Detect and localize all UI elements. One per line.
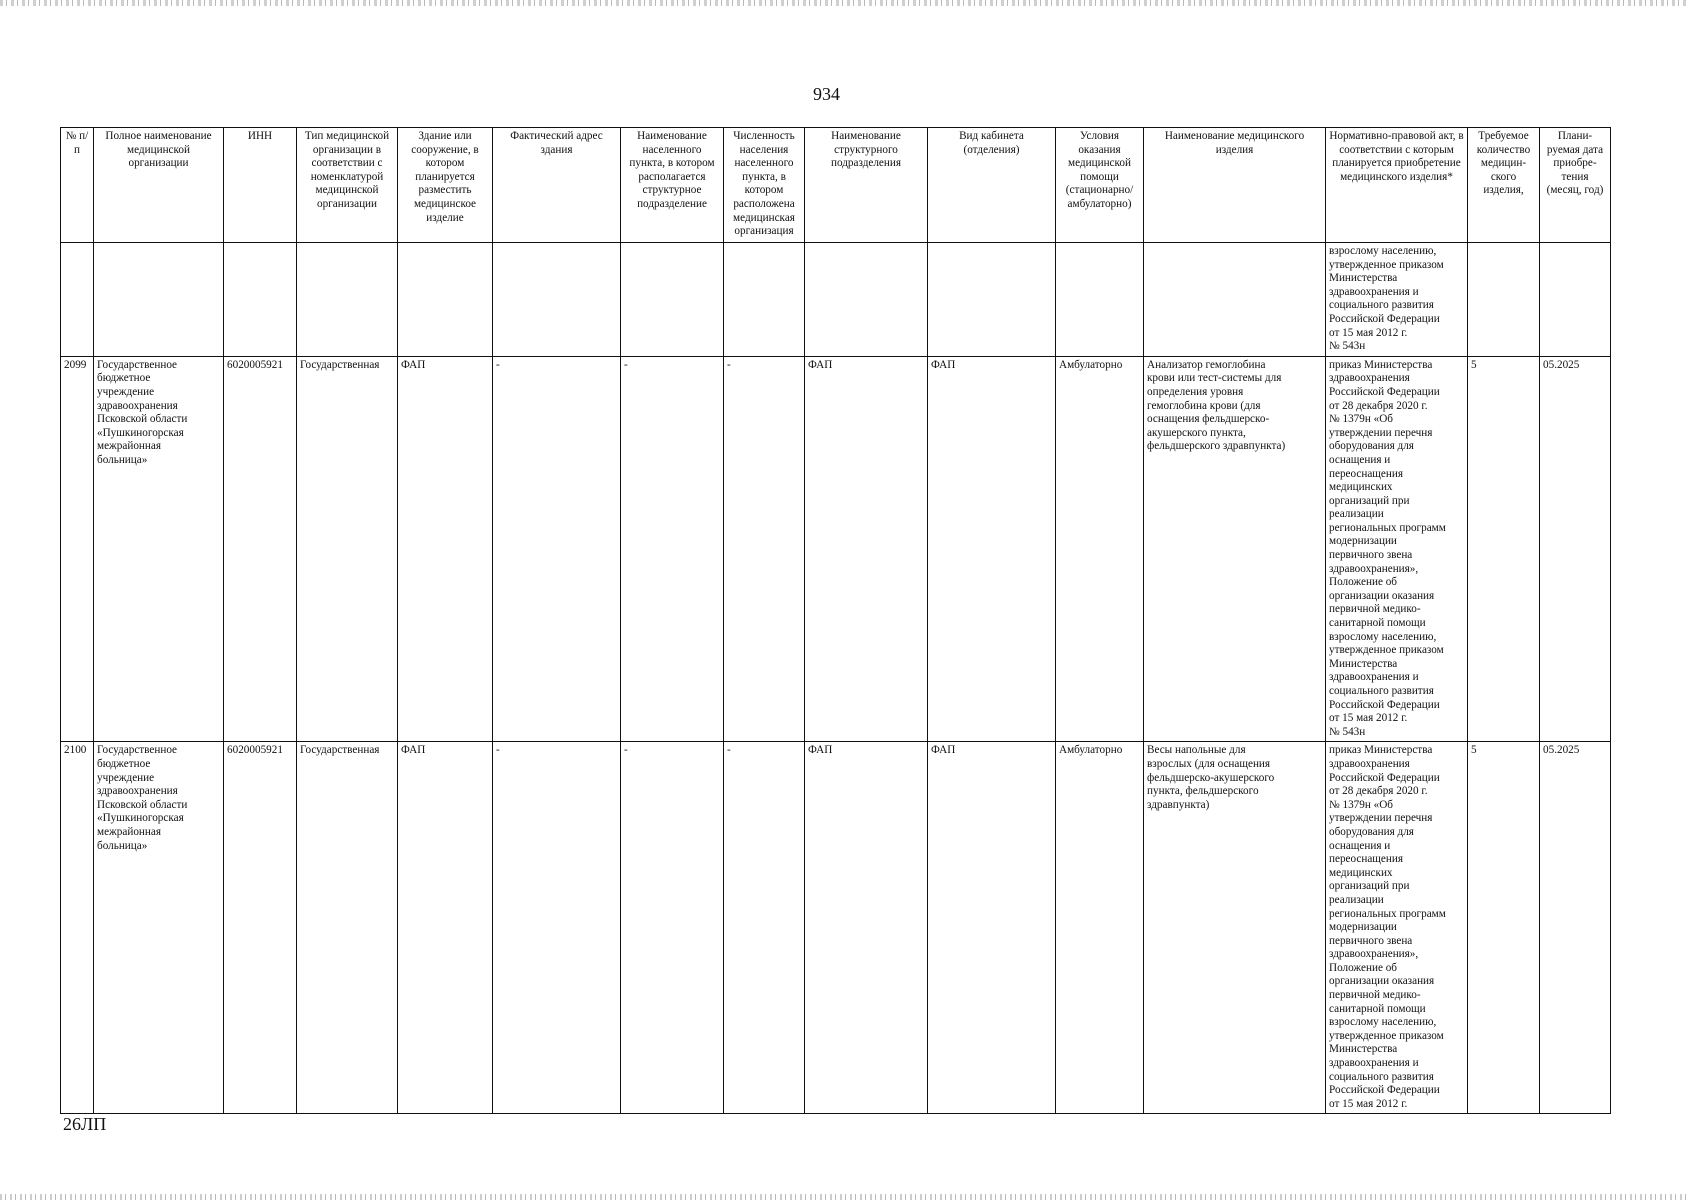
cell (1144, 243, 1326, 357)
cell-conditions: Амбулаторно (1056, 742, 1144, 1114)
cell-quantity: 5 (1468, 356, 1540, 742)
col-header-inn: ИНН (224, 128, 297, 243)
scan-edge-bottom (0, 1194, 1686, 1200)
cell (224, 243, 297, 357)
cell-address: - (493, 356, 621, 742)
cell-building: ФАП (398, 356, 493, 742)
cell-num: 2100 (61, 742, 94, 1114)
cell-cabinet: ФАП (928, 356, 1056, 742)
cell-inn: 6020005921 (224, 742, 297, 1114)
cell-legal-act: взрослому населению, утвержденное приказом Министерства здравоохранения и социального развития Российской Федерации от 15 мая 2012 г. № 543н (1326, 243, 1468, 357)
cell-org-name: Государственное бюджетное учреждение здравоохранения Псковской области «Пушкиногорская межрайонная больница» (94, 742, 224, 1114)
cell-conditions: Амбулаторно (1056, 356, 1144, 742)
cell-settlement: - (621, 742, 724, 1114)
cell-num: 2099 (61, 356, 94, 742)
cell (1056, 243, 1144, 357)
col-header-address: Фактический адрес здания (493, 128, 621, 243)
cell-address: - (493, 742, 621, 1114)
cell-subdivision: ФАП (805, 742, 928, 1114)
col-header-date: Плани-руемая дата приобре-тения (месяц, год) (1540, 128, 1611, 243)
cell (1468, 243, 1540, 357)
cell-legal-act: приказ Министерства здравоохранения Российской Федерации от 28 декабря 2020 г. № 1379н «Об утверждении перечня оборудования для оснащения и переоснащения медицинских организаций при реализации региональных программ модернизации первичного звена здравоохранения», Положение об организации оказания первичной медико- санитарной помощи взрослому населению, утвержденное приказом Министерства здравоохранения и социального развития Российской Федерации от 15 мая 2012 г. (1326, 742, 1468, 1114)
cell-date: 05.2025 (1540, 742, 1611, 1114)
table-row (61, 356, 1611, 742)
cell-org-type: Государственная (297, 742, 398, 1114)
cell (805, 243, 928, 357)
cell (297, 243, 398, 357)
cell-population: - (724, 742, 805, 1114)
cell (94, 243, 224, 357)
col-header-legal-act: Нормативно-правовой акт, в соответствии с которым планируется приобретение медицинского изделия* (1326, 128, 1468, 243)
cell (61, 243, 94, 357)
col-header-device: Наименование медицинского изделия (1144, 128, 1326, 243)
col-header-org-name: Полное наименование медицинской организации (94, 128, 224, 243)
scan-edge-top (0, 0, 1686, 6)
cell (724, 243, 805, 357)
col-header-cabinet: Вид кабинета (отделения) (928, 128, 1056, 243)
cell (398, 243, 493, 357)
col-header-quantity: Требуемое количество медицин-ского изделия, (1468, 128, 1540, 243)
cell (1540, 243, 1611, 357)
footer-code: 26ЛП (63, 1114, 107, 1134)
col-header-org-type: Тип медицинской организации в соответствии с номенклатурой медицинской организации (297, 128, 398, 243)
cell-device: Анализатор гемоглобина крови или тест-системы для определения уровня гемоглобина крови (для оснащения фельдшерско- акушерского пункта, фельдшерского здравпункта) (1144, 356, 1326, 742)
cell-cabinet: ФАП (928, 742, 1056, 1114)
col-header-population: Численность населения населенного пункта, в котором расположена медицинская организация (724, 128, 805, 243)
table-row (61, 742, 1611, 1114)
equipment-table (60, 127, 1611, 1114)
page-number: 934 (813, 84, 840, 104)
cell-device: Весы напольные для взрослых (для оснащения фельдшерско-акушерского пункта, фельдшерского здравпункта) (1144, 742, 1326, 1114)
table-header-row (61, 128, 1611, 243)
cell-org-type: Государственная (297, 356, 398, 742)
cell-settlement: - (621, 356, 724, 742)
col-header-settlement: Наименование населенного пункта, в котором располагается структурное подразделение (621, 128, 724, 243)
cell-legal-act: приказ Министерства здравоохранения Российской Федерации от 28 декабря 2020 г. № 1379н «Об утверждении перечня оборудования для оснащения и переоснащения медицинских организаций при реализации региональных программ модернизации первичного звена здравоохранения», Положение об организации оказания первичной медико- санитарной помощи взрослому населению, утвержденное приказом Министерства здравоохранения и социального развития Российской Федерации от 15 мая 2012 г. № 543н (1326, 356, 1468, 742)
col-header-subdivision: Наименование структурного подразделения (805, 128, 928, 243)
col-header-num: № п/п (61, 128, 94, 243)
cell-population: - (724, 356, 805, 742)
cell-org-name: Государственное бюджетное учреждение здравоохранения Псковской области «Пушкиногорская межрайонная больница» (94, 356, 224, 742)
cell (493, 243, 621, 357)
cell-building: ФАП (398, 742, 493, 1114)
cell-subdivision: ФАП (805, 356, 928, 742)
col-header-conditions: Условия оказания медицинской помощи (стационарно/ амбулаторно) (1056, 128, 1144, 243)
col-header-building: Здание или сооружение, в котором планируется разместить медицинское изделие (398, 128, 493, 243)
cell (928, 243, 1056, 357)
cell-inn: 6020005921 (224, 356, 297, 742)
cell-date: 05.2025 (1540, 356, 1611, 742)
cell (621, 243, 724, 357)
cell-quantity: 5 (1468, 742, 1540, 1114)
table-row-continuation (61, 243, 1611, 357)
